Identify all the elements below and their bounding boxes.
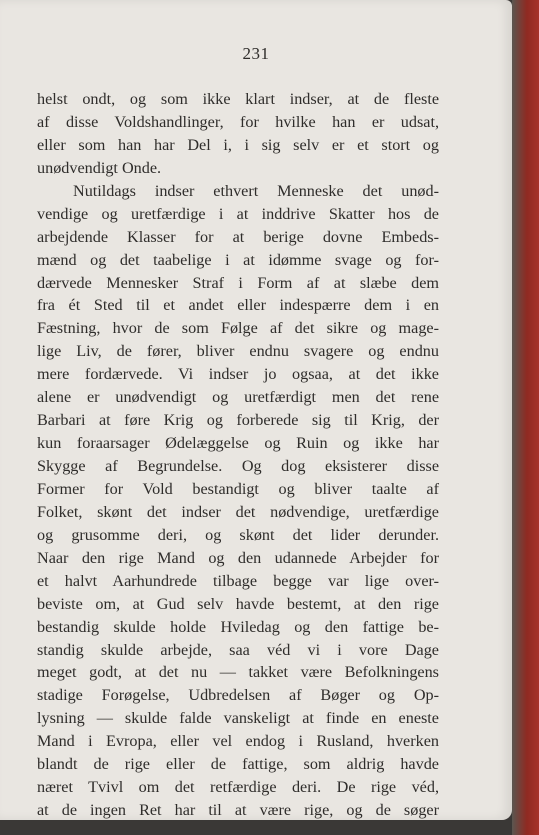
text-line: Nutildags indser ethvert Menneske det unød-	[73, 181, 439, 200]
text-line: Mand i Evropa, eller vel endog i Rusland, hverken	[37, 732, 439, 751]
text-line: lige Liv, de fører, bliver endnu svagere og endnu	[37, 342, 439, 361]
text-line: dærvede Mennesker Straf i Form af at slæbe dem	[37, 273, 439, 292]
text-line: Naar den rige Mand og den udannede Arbejder for	[37, 548, 439, 567]
text-line: alene er unødvendigt og uretfærdigt men det rene	[37, 388, 439, 407]
text-line: fra ét Sted til et andet eller indespærre dem i en	[37, 296, 439, 315]
text-line: lysning — skulde falde vanskeligt at finde en eneste	[37, 709, 439, 728]
text-line: Skygge af Begrundelse. Og dog eksisterer disse	[37, 457, 439, 475]
text-line: og grusomme deri, og skønt det lider derunder.	[37, 525, 439, 544]
text-line: bestandig skulde holde Hviledag og den fattige be-	[37, 617, 439, 636]
text-line: beviste om, at Gud selv havde bestemt, at den rige	[37, 594, 439, 613]
text-line: Fæstning, hvor de som Følge af det sikre og mage-	[37, 319, 439, 338]
text-line: Barbari at føre Krig og forberede sig til Krig, der	[37, 411, 439, 430]
text-line: unødvendigt Onde.	[37, 158, 162, 177]
text-line: vendige og uretfærdige i at inddrive Skatter hos de	[37, 204, 439, 223]
text-line: at de ingen Ret har til at være rige, og de søger	[37, 801, 439, 820]
text-line: meget godt, at det nu — takket være Befolkningens	[37, 663, 439, 682]
book-cover-edge	[512, 0, 539, 835]
text-line: mere fordærvede. Vi indser jo ogsaa, at det ikke	[37, 365, 439, 384]
text-line: Former for Vold bestandigt og bliver taalte af	[37, 479, 439, 498]
text-line: næret Tvivl om det retfærdige deri. De rige véd,	[37, 778, 439, 797]
text-line: et halvt Aarhundrede tilbage begge var lige over-	[37, 571, 439, 590]
text-line: stadige Forøgelse, Udbredelsen af Bøger og Op-	[37, 686, 439, 705]
text-line: arbejdende Klasser for at berige dovne Embeds-	[37, 227, 439, 246]
text-line: af disse Voldshandlinger, for hvilke han er udsat,	[37, 112, 439, 131]
body-text	[37, 88, 439, 822]
text-line: helst ondt, og som ikke klart indser, at de fleste	[37, 90, 439, 108]
text-line: eller som han har Del i, i sig selv er et stort og	[37, 135, 439, 154]
text-line: blandt de rige eller de fattige, som aldrig havde	[37, 755, 439, 774]
text-line: kun foraarsager Ødelæggelse og Ruin og ikke har	[37, 434, 439, 453]
text-line: mænd og det taabelige i at idømme svage og for-	[37, 250, 439, 269]
text-line: standig skulde arbejde, saa véd vi i vore Dage	[37, 640, 439, 659]
text-line: Folket, skønt det indser det nødvendige, uretfærdige	[37, 502, 439, 521]
page-number: 231	[242, 44, 270, 63]
